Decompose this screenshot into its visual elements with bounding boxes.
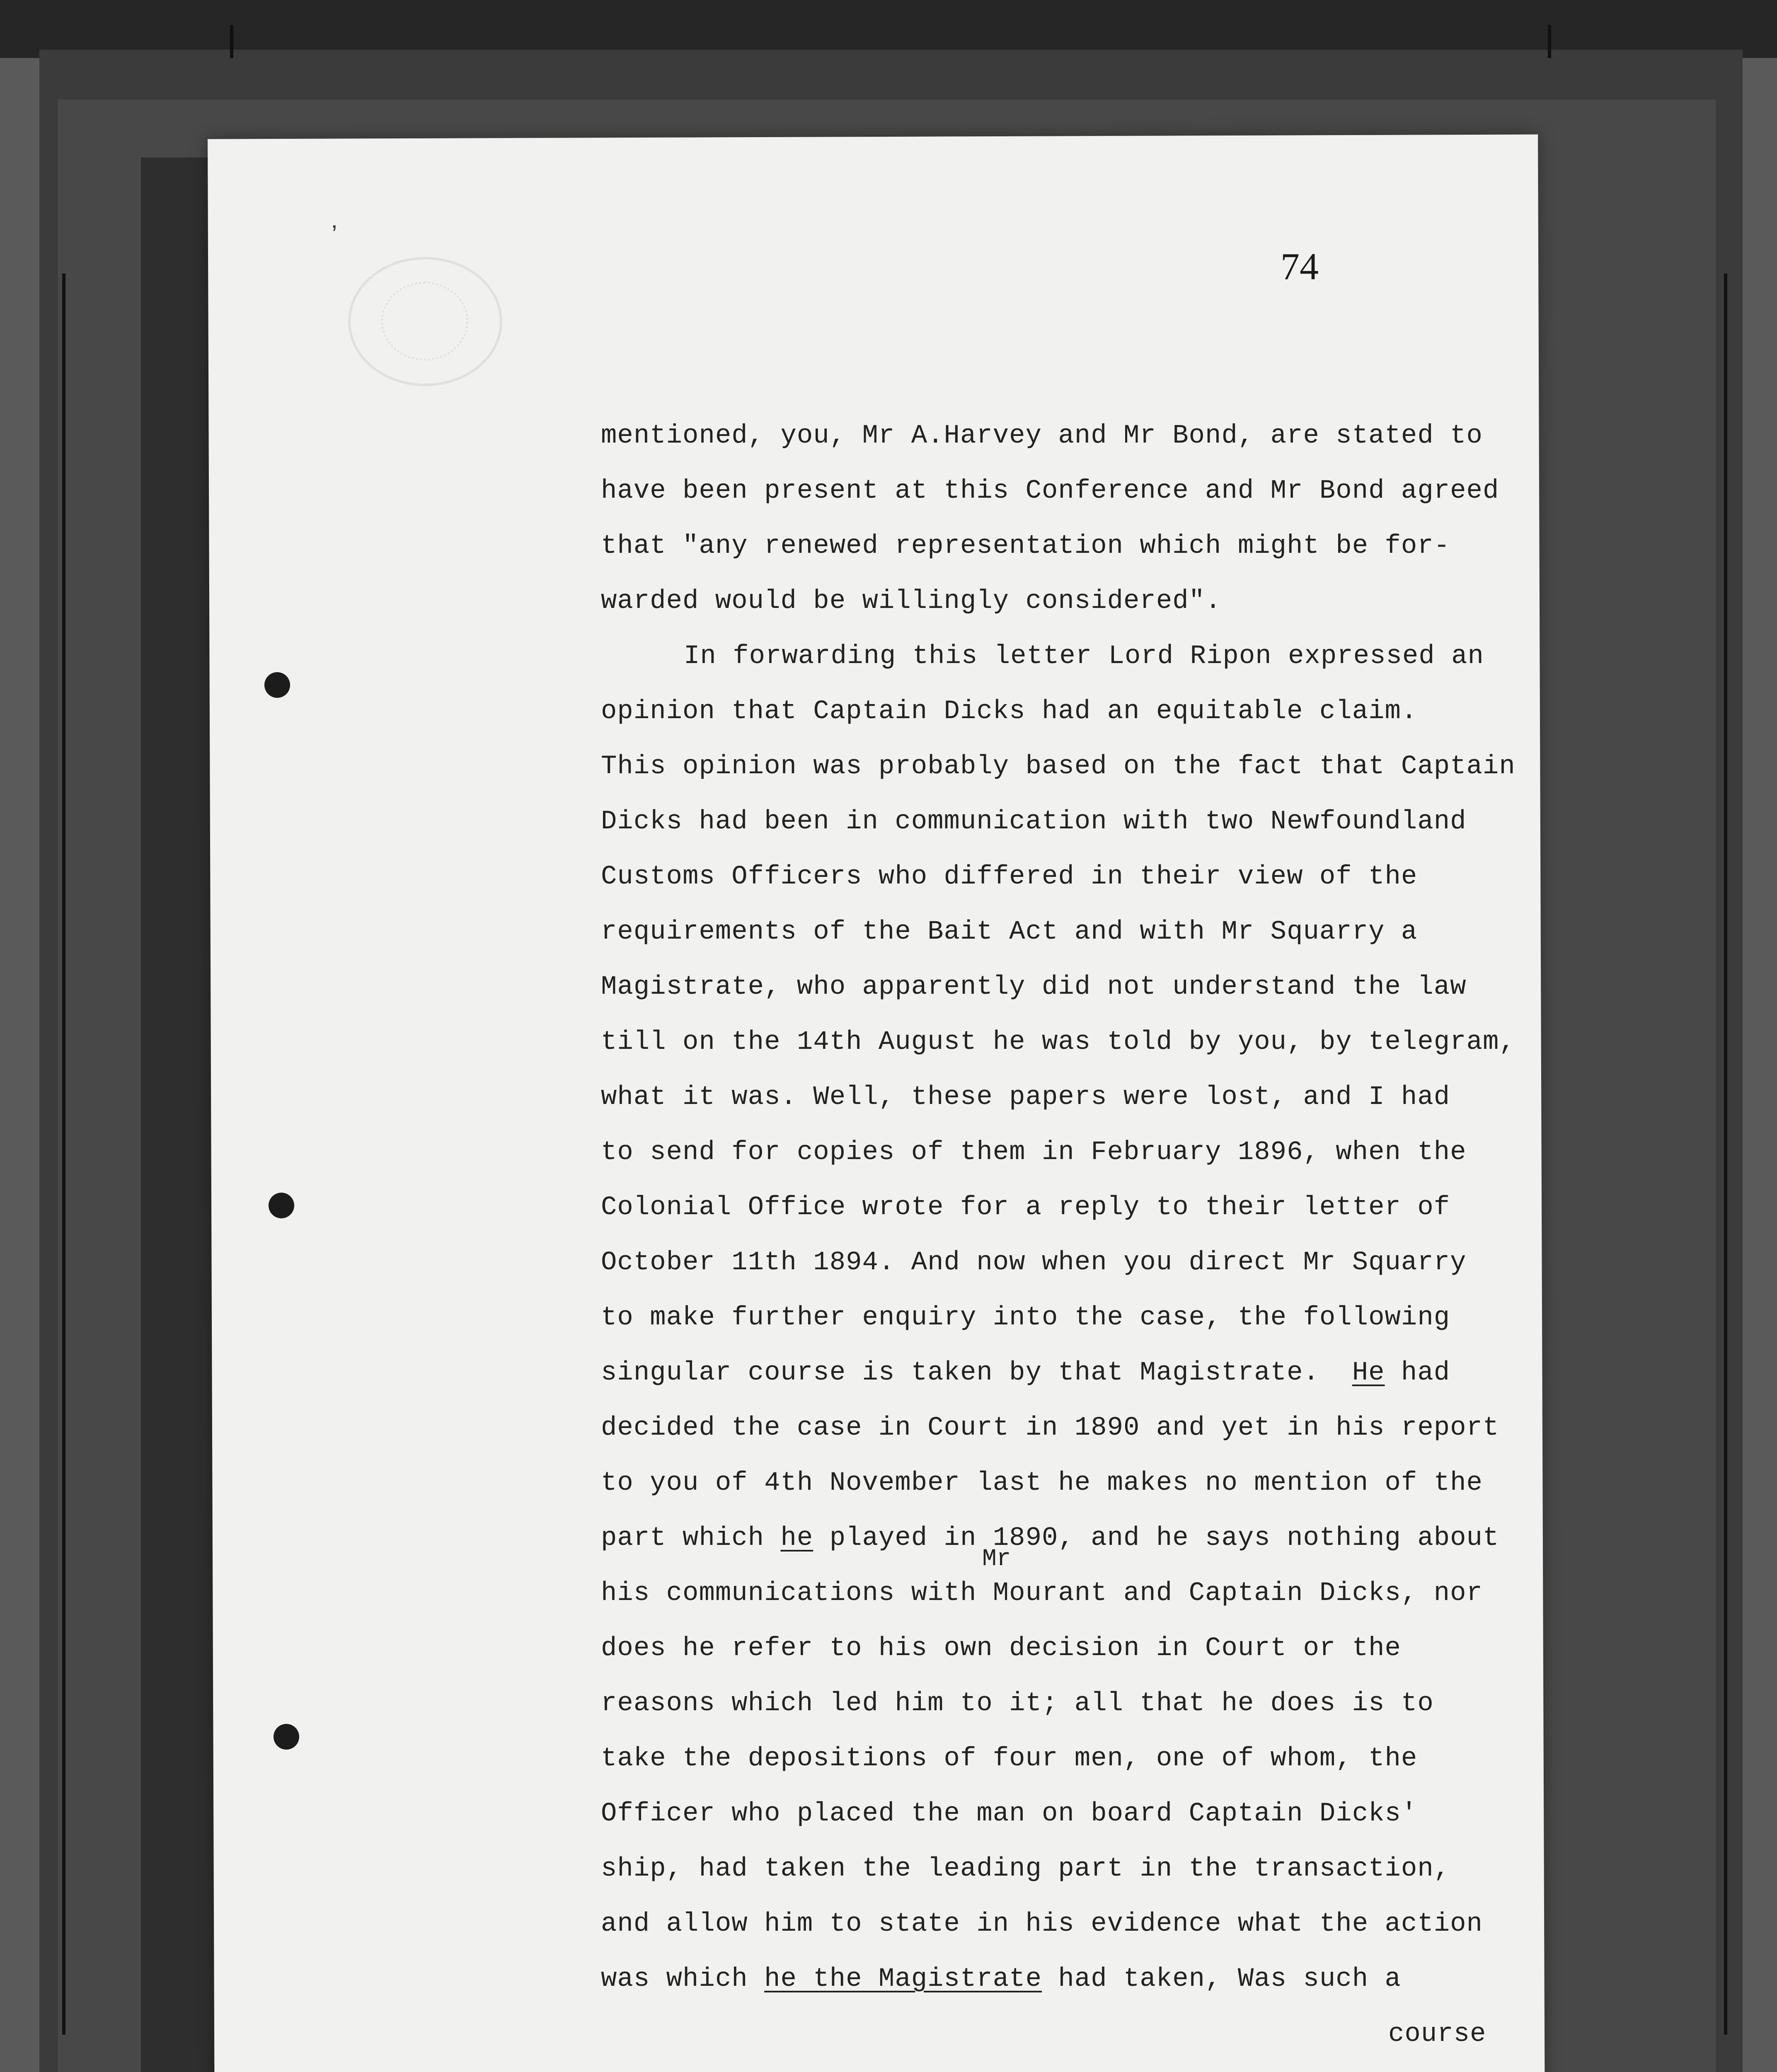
frame-mark-top-right — [1548, 25, 1551, 58]
film-frame-top — [0, 0, 1777, 58]
text-line-28: and allow him to state in his evidence what the action — [601, 1909, 1483, 1939]
text-line-6: opinion that Captain Dicks had an equitable claim. — [601, 697, 1418, 726]
underlined-he: He — [1352, 1358, 1385, 1388]
text-line-24: reasons which led him to it; all that he does is to — [601, 1689, 1434, 1719]
text-line-12: till on the 14th August he was told by you, by telegram, — [601, 1027, 1516, 1057]
text-line-26: Officer who placed the man on board Captain Dicks' — [601, 1799, 1418, 1829]
text-line-18 — [601, 1360, 1554, 1386]
text-line-17: to make further enquiry into the case, the following — [601, 1303, 1450, 1333]
frame-mark-top-left — [230, 25, 233, 58]
text-line-29-main: was which — [601, 1964, 748, 1994]
text-line-1: mentioned, you, Mr A.Harvey and Mr Bond, are stated to — [601, 421, 1483, 451]
embossed-seal-inner — [381, 282, 468, 361]
text-line-10: requirements of the Bait Act and with Mr Squarry a — [601, 917, 1418, 947]
text-line-27: ship, had taken the leading part in the transaction, — [601, 1854, 1450, 1884]
page-number: 74 — [1281, 245, 1319, 288]
text-line-19: decided the case in Court in 1890 and yet in his report — [601, 1413, 1499, 1443]
text-line-18-main: singular course is taken by that Magistrate. — [601, 1358, 1319, 1388]
text-line-14: to send for copies of them in February 1896, when the — [601, 1138, 1467, 1167]
text-line-7: This opinion was probably based on the fact that Captain — [601, 752, 1516, 782]
punch-hole-middle — [269, 1193, 294, 1218]
corner-mark: ’ — [332, 220, 337, 248]
text-line-2: have been present at this Conference and Mr Bond agreed — [601, 476, 1499, 506]
text-line-21-tail: played in 1890, and he says nothing about — [829, 1523, 1499, 1553]
text-line-22: his communications with Mourant and Captain Dicks, nor — [601, 1578, 1483, 1608]
catchword: course — [1388, 2019, 1486, 2049]
text-line-29 — [601, 1966, 1554, 1992]
text-line-3: that "any renewed representation which might be for- — [601, 531, 1450, 561]
text-line-21-main: part which — [601, 1523, 765, 1553]
punch-hole-top — [264, 672, 290, 698]
text-line-15: Colonial Office wrote for a reply to their letter of — [601, 1193, 1450, 1222]
frame-rule-left — [62, 274, 65, 2035]
text-line-16: October 11th 1894. And now when you direct Mr Squarry — [601, 1248, 1467, 1278]
punch-hole-bottom — [274, 1724, 299, 1750]
frame-rule-right — [1724, 274, 1727, 2035]
underlined-he-the-magistrate: he the Magistrate — [764, 1964, 1042, 1994]
interlinear-insertion: Mr — [982, 1546, 1011, 1573]
text-line-21 — [601, 1525, 1554, 1552]
text-line-25: take the depositions of four men, one of whom, the — [601, 1744, 1418, 1774]
text-line-11: Magistrate, who apparently did not understand the law — [601, 972, 1467, 1002]
text-line-5: In forwarding this letter Lord Ripon expressed an — [684, 641, 1484, 671]
text-line-29-tail: had taken, Was such a — [1058, 1964, 1401, 1994]
text-line-9: Customs Officers who differed in their view of the — [601, 862, 1418, 892]
text-line-8: Dicks had been in communication with two Newfoundland — [601, 807, 1467, 837]
text-line-23: does he refer to his own decision in Court or the — [601, 1634, 1401, 1663]
text-line-13: what it was. Well, these papers were lost, and I had — [601, 1082, 1450, 1112]
text-line-4: warded would be willingly considered". — [601, 586, 1222, 616]
underlined-he-2: he — [780, 1523, 813, 1553]
text-line-20: to you of 4th November last he makes no mention of the — [601, 1468, 1483, 1498]
text-line-18-tail: had — [1401, 1358, 1450, 1388]
